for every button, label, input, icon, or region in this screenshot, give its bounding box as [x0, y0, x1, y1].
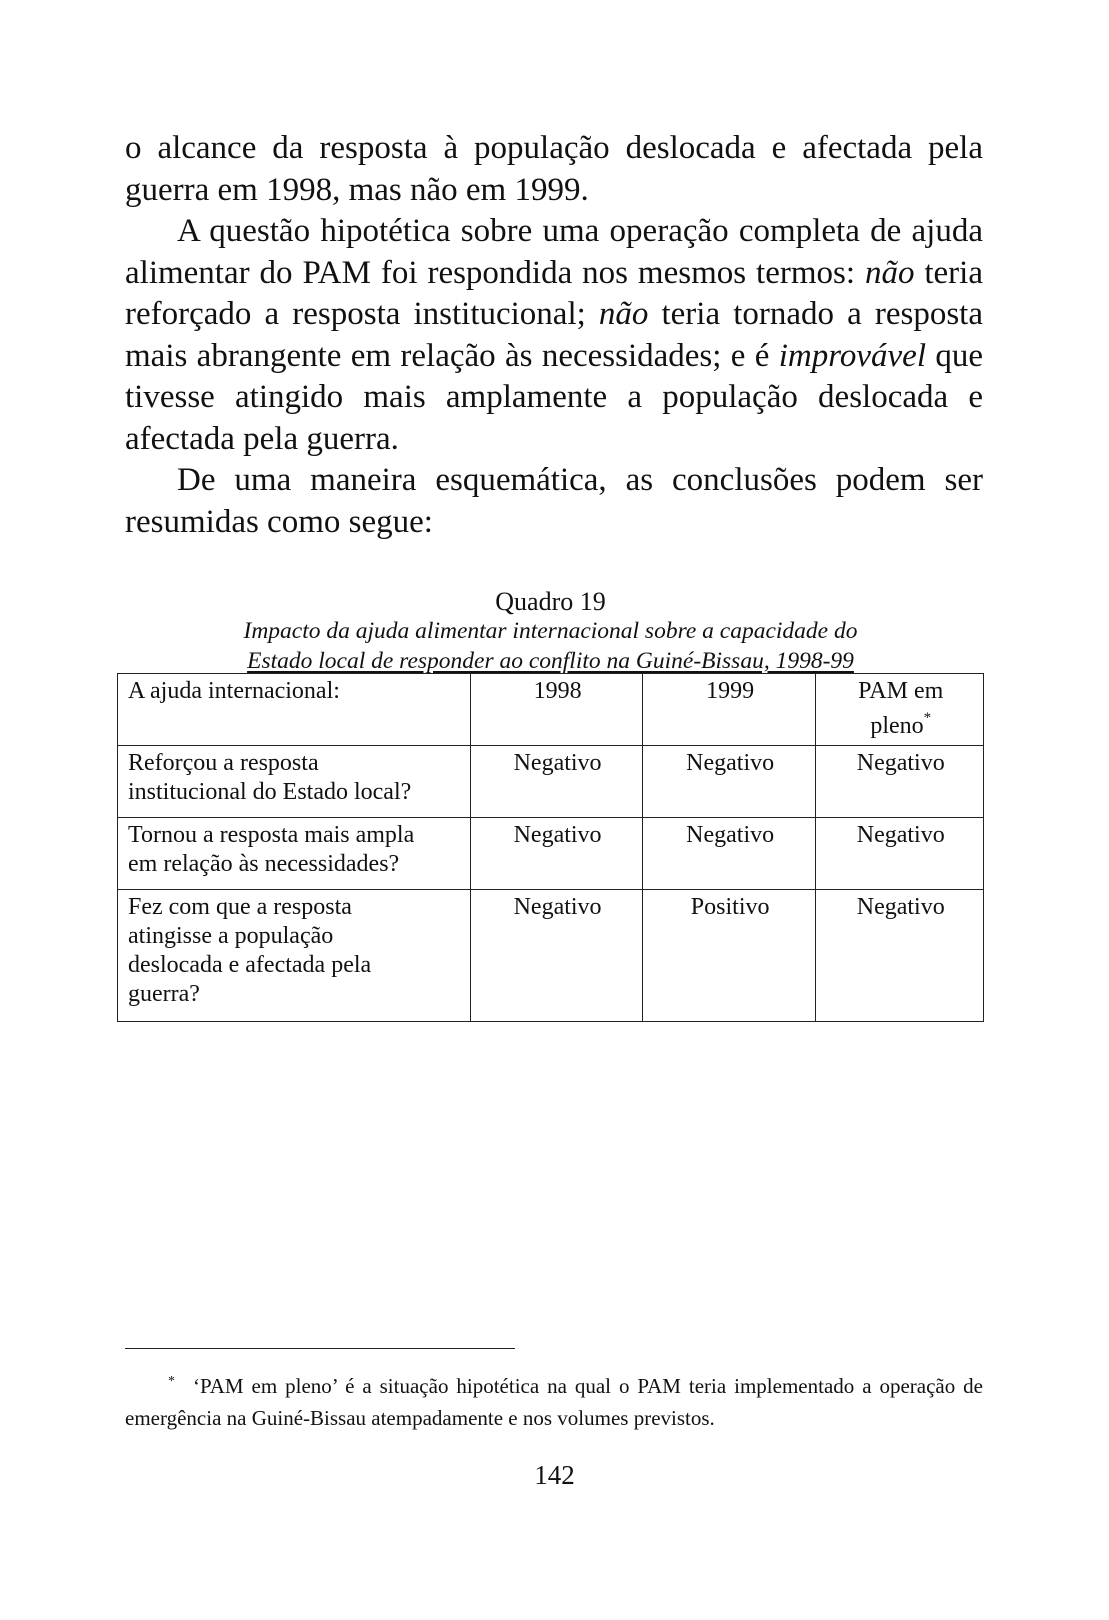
header-pam-line-2: pleno — [870, 713, 924, 739]
value-1998: Negativo — [471, 890, 643, 1022]
header-pam-em-pleno — [816, 674, 984, 746]
paragraph-2-part-c: teria tornado a resposta mais abrangente em relação às necessidades; e é — [125, 296, 983, 374]
page-number: 142 — [534, 1460, 575, 1490]
value-1999: Positivo — [642, 890, 816, 1022]
question-line: Tornou a resposta mais ampla — [128, 822, 415, 848]
paragraph-2-emphasis-2: não — [598, 296, 649, 332]
value-1998: Negativo — [471, 818, 643, 890]
paragraph-1: o alcance da resposta à população deslocada e afectada pela guerra em 1998, mas não em 1999. — [125, 130, 983, 208]
header-1998: 1998 — [471, 674, 643, 746]
table-title-line-2: Estado local de responder ao conflito na Guiné-Bissau, 1998-99 — [247, 648, 854, 674]
paragraph-2-part-d: que tivesse atingido mais amplamente a população deslocada e afectada pela guerra. — [125, 337, 983, 457]
header-pam-line-1: PAM em — [858, 678, 944, 704]
footnote-text: ‘PAM em pleno’ é a situação hipotética na qual o PAM teria implementado a operação de emergência na Guiné-Bissau atempadamente e nos volumes previstos. — [125, 1374, 983, 1430]
question-line: institucional do Estado local? — [128, 779, 412, 805]
body-text — [125, 128, 983, 543]
question-line: em relação às necessidades? — [128, 851, 400, 877]
value-pam: Negativo — [816, 890, 984, 1022]
question-line: Reforçou a resposta — [128, 750, 319, 776]
question-cell — [118, 818, 471, 890]
table-title — [117, 616, 984, 676]
table-row — [118, 890, 984, 1022]
paragraph-2-emphasis-1: não — [864, 254, 915, 291]
table-title-line-1: Impacto da ajuda alimentar internacional sobre a capacidade do — [243, 618, 858, 644]
value-1999: Negativo — [642, 818, 816, 890]
footnote-divider — [125, 1348, 515, 1349]
table-header-row — [118, 674, 984, 746]
question-line: guerra? — [128, 981, 200, 1007]
value-pam: Negativo — [816, 746, 984, 818]
value-1999: Negativo — [642, 746, 816, 818]
table-number: Quadro 19 — [495, 587, 606, 616]
question-cell — [118, 890, 471, 1022]
summary-table — [117, 673, 984, 1022]
footnote-mark: * — [168, 1374, 175, 1389]
table-row — [118, 818, 984, 890]
question-line: Fez com que a resposta — [128, 894, 352, 920]
paragraph-3: De uma maneira esquemática, as conclusões podem ser resumidas como segue: — [125, 462, 983, 540]
paragraph-2 — [125, 211, 983, 460]
paragraph-2-emphasis-3: improvável — [778, 337, 926, 374]
question-line: deslocada e afectada pela — [128, 952, 372, 978]
question-line: atingisse a população — [128, 923, 334, 949]
footnote-reference-mark: * — [923, 710, 932, 726]
header-label: A ajuda internacional: — [118, 674, 471, 746]
paragraph-2-part-a: A questão hipotética sobre uma operação completa de ajuda alimentar do PAM foi respondida nos mesmos termos: — [125, 213, 983, 291]
table-row — [118, 746, 984, 818]
value-pam: Negativo — [816, 818, 984, 890]
footnote — [125, 1372, 983, 1433]
paragraph-2-part-b: teria reforçado a resposta institucional; — [125, 254, 983, 332]
header-1999: 1999 — [642, 674, 816, 746]
value-1998: Negativo — [471, 746, 643, 818]
question-cell — [118, 746, 471, 818]
